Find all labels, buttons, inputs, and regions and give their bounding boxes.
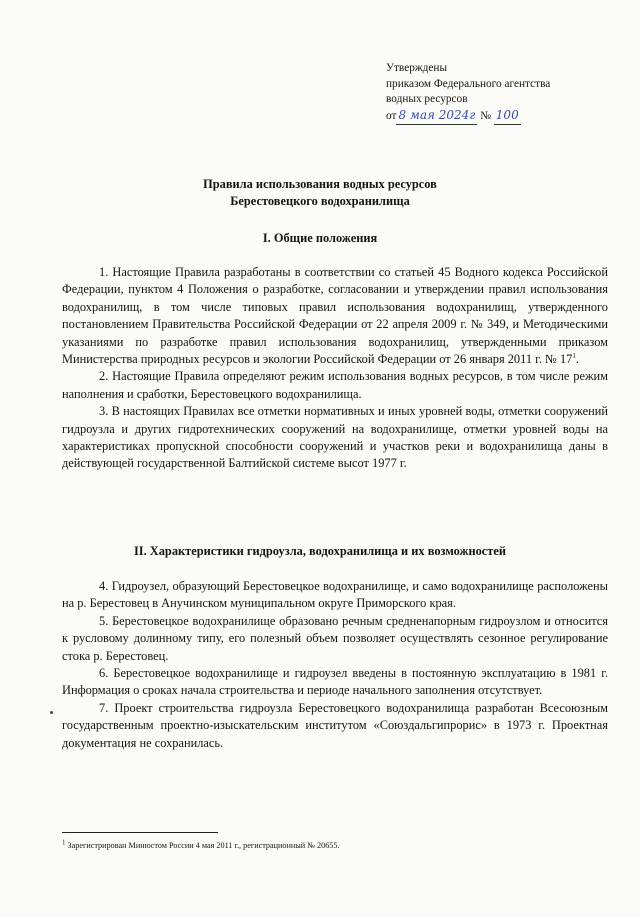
approval-line-3: водных ресурсов — [386, 93, 468, 106]
approval-block — [386, 61, 550, 125]
paragraph-1-text: 1. Настоящие Правила разработаны в соответствии со статьей 45 Водного кодекса Российской Федерации, пунктом 4 Положения о разработке, согласовании и утверждении правил использования водохранилищ, в том числе типовых правил использования водохранилищ, утвержденного постановлением Правительства Российской Федерации от 22 апреля 2009 г. № 349, и Методическими указаниями по разработке правил использования водохранилищ, утвержденными приказом Министерства природных ресурсов и экологии Российской Федерации от 26 января 2011 г. № 17 — [62, 265, 608, 367]
footnote-text: Зарегистрирован Минюстом России 4 мая 2011 г., регистрационный № 20655. — [65, 841, 340, 850]
paragraph-6: 6. Берестовецкое водохранилище и гидроузел введены в постоянную эксплуатацию в 1981 г. Информация о сроках начала строительства и периоде начального заполнения отсутствует. — [62, 666, 608, 698]
section-1-body — [62, 264, 608, 473]
paragraph-2: 2. Настоящие Правила определяют режим использования водных ресурсов, в том числе режим наполнения и сработки, Берестовецкого водохранилища. — [62, 369, 608, 401]
document-title — [0, 176, 640, 210]
approval-date-line — [386, 108, 550, 125]
approval-line-2: приказом Федерального агентства — [386, 77, 551, 90]
scan-dot — [50, 711, 53, 714]
handwritten-date: 8 мая 2024г — [396, 108, 477, 125]
footnote — [62, 838, 340, 850]
footnote-ref: 1 — [572, 351, 576, 360]
title-line-1: Правила использования водных ресурсов — [203, 177, 437, 191]
section-2-heading: II. Характеристики гидроузла, водохранилища и их возможностей — [133, 544, 507, 558]
number-prefix: № — [480, 110, 491, 123]
date-prefix: от — [386, 110, 397, 123]
paragraph-5: 5. Берестовецкое водохранилище образовано речным средненапорным гидроузлом и относится к русловому долинному типу, его полезный объем позволяет осуществлять сезонное регулирование стока р. Берестовец. — [62, 613, 608, 663]
footnote-separator — [62, 832, 218, 833]
paragraph-1-end: . — [575, 352, 579, 367]
paragraph-4: 4. Гидроузел, образующий Берестовецкое водохранилище, и само водохранилище расположены на р. Берестовец в Анучинском муниципальном округе Приморского края. — [62, 579, 608, 611]
title-line-2: Берестовецкого водохранилища — [230, 194, 410, 208]
paragraph-1 — [62, 264, 608, 368]
paragraph-3: 3. В настоящих Правилах все отметки нормативных и иных уровней воды, отметки сооружений гидроузла и других гидротехнических сооружений на водохранилище, отметки уровней воды на характеристиках пропускной способности сооружений и участков реки и водохранилища даны в действующей государственной Балтийской системе высот 1977 г. — [62, 404, 608, 471]
approval-line-1: Утверждены — [386, 62, 448, 74]
footnote-mark: 1 — [62, 838, 66, 847]
handwritten-number: 100 — [494, 108, 521, 125]
section-1-heading: I. Общие положения — [262, 231, 378, 245]
section-2-body — [62, 578, 608, 752]
paragraph-7: 7. Проект строительства гидроузла Берестовецкого водохранилища разработан Всесоюзным государственным проектно-изыскательским институтом «Союздальгипрорис» в 1973 г. Проектная документация не сохранилась. — [62, 700, 608, 750]
